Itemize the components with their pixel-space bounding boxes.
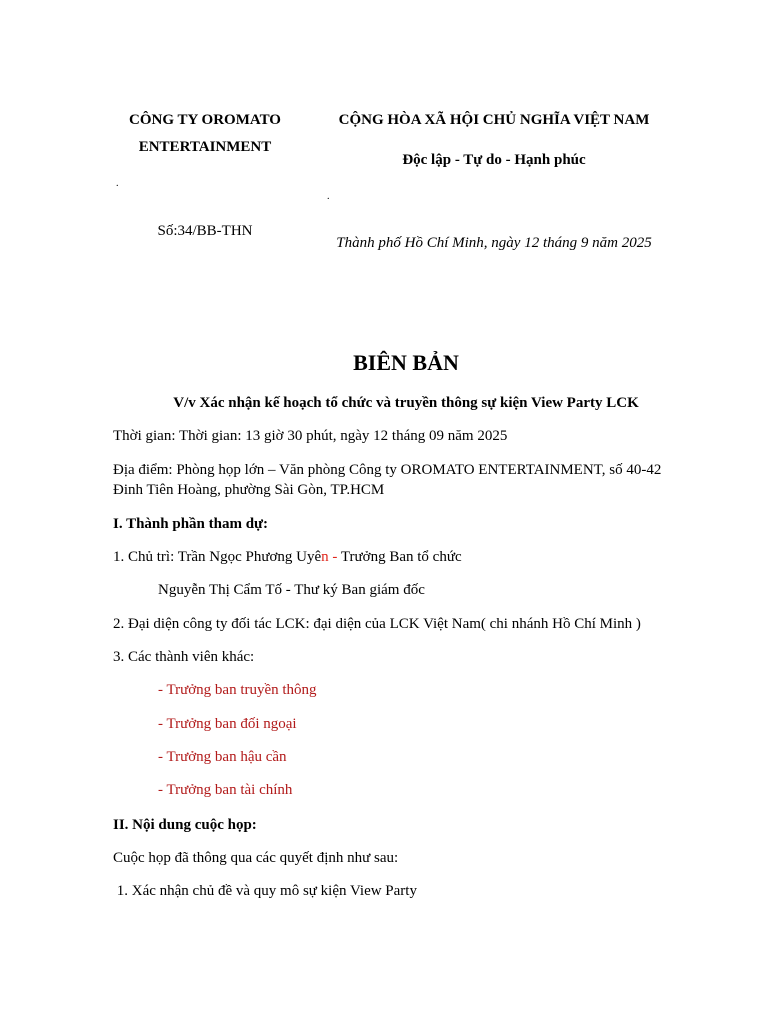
chair-line	[113, 549, 462, 566]
meeting-location-line1: Địa điểm: Phòng họp lớn – Văn phòng Công ty OROMATO ENTERTAINMENT, số 40-42	[113, 462, 662, 478]
secretary-line: Nguyễn Thị Cẩm Tố - Thư ký Ban giám đốc	[158, 582, 425, 598]
member-item: - Trưởng ban tài chính	[158, 782, 293, 798]
member-item: - Trưởng ban truyền thông	[158, 682, 317, 698]
section2-intro: Cuộc họp đã thông qua các quyết định như sau:	[113, 850, 399, 866]
document-number: Số:34/BB-THN	[157, 223, 253, 239]
document-subtitle: V/v Xác nhận kế hoạch tổ chức và truyền thông sự kiện View Party LCK	[173, 395, 639, 411]
decision-1: 1. Xác nhận chủ đề và quy mô sự kiện View Party	[113, 883, 417, 899]
company-name-line2: ENTERTAINMENT	[138, 139, 272, 155]
chair-highlight: n -	[321, 549, 338, 565]
meeting-location-line2: Đinh Tiên Hoàng, phường Sài Gòn, TP.HCM	[113, 482, 385, 498]
other-members-heading: 3. Các thành viên khác:	[113, 649, 255, 665]
partner-line: 2. Đại diện công ty đối tác LCK: đại diện của LCK Việt Nam( chi nhánh Hồ Chí Minh )	[113, 616, 641, 632]
company-name-line1: CÔNG TY OROMATO	[129, 112, 281, 128]
section2-heading: II. Nội dung cuộc họp:	[113, 817, 257, 833]
member-item: - Trưởng ban đối ngoại	[158, 716, 297, 732]
member-item: - Trưởng ban hậu cần	[158, 749, 287, 765]
chair-suffix: Trưởng Ban tổ chức	[337, 549, 462, 565]
left-dot: .	[116, 178, 119, 189]
section1-heading: I. Thành phần tham dự:	[113, 516, 269, 532]
document-title: BIÊN BẢN	[353, 350, 459, 375]
national-motto: Độc lập - Tự do - Hạnh phúc	[402, 152, 586, 168]
country-name: CỘNG HÒA XÃ HỘI CHỦ NGHĨA VIỆT NAM	[338, 112, 650, 128]
right-dot: .	[327, 191, 330, 202]
chair-prefix: 1. Chủ trì: Trần Ngọc Phương Uyê	[113, 549, 322, 565]
meeting-time: Thời gian: Thời gian: 13 giờ 30 phút, ngày 12 tháng 09 năm 2025	[113, 428, 508, 444]
place-and-date: Thành phố Hồ Chí Minh, ngày 12 tháng 9 năm 2025	[336, 235, 652, 251]
